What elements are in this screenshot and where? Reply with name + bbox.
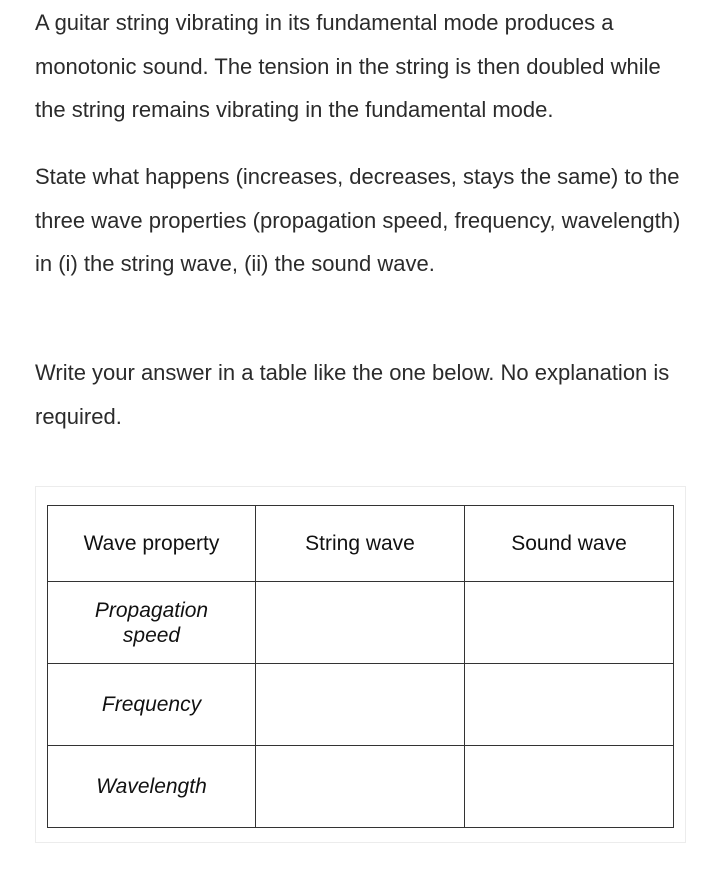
table-row-frequency [48, 664, 674, 746]
question-paragraph-2: State what happens (increases, decreases, stays the same) to the three wave properties (propagation speed, frequency, wavelength) in (i) the string wave, (ii) the sound wave. [35, 164, 681, 276]
header-wave-property: Wave property [48, 506, 256, 582]
table-row-wavelength [48, 746, 674, 828]
row-label-text: Wavelength [96, 775, 207, 798]
row-label-frequency [48, 664, 256, 746]
header-string-wave: String wave [256, 506, 465, 582]
cell-string-wave-frequency [256, 664, 465, 746]
table-row-propagation-speed [48, 582, 674, 664]
cell-string-wave-wavelength [256, 746, 465, 828]
cell-sound-wave-frequency [465, 664, 674, 746]
row-label-wavelength [48, 746, 256, 828]
row-label-text: Frequency [101, 693, 202, 716]
row-label-propagation-speed [48, 582, 256, 664]
answer-table-frame [35, 486, 686, 843]
cell-string-wave-propagation-speed [256, 582, 465, 664]
table-header-row [48, 506, 674, 582]
question-paragraph-3: Write your answer in a table like the one below. No explanation is required. [35, 360, 670, 429]
header-sound-wave: Sound wave [465, 506, 674, 582]
cell-sound-wave-propagation-speed [465, 582, 674, 664]
answer-table [47, 505, 674, 828]
row-label-text: Propagation speed [94, 598, 209, 647]
cell-sound-wave-wavelength [465, 746, 674, 828]
question-paragraph-1: A guitar string vibrating in its fundamental mode produces a monotonic sound. The tension in the string is then doubled while the string remains vibrating in the fundamental mode. [35, 10, 661, 122]
